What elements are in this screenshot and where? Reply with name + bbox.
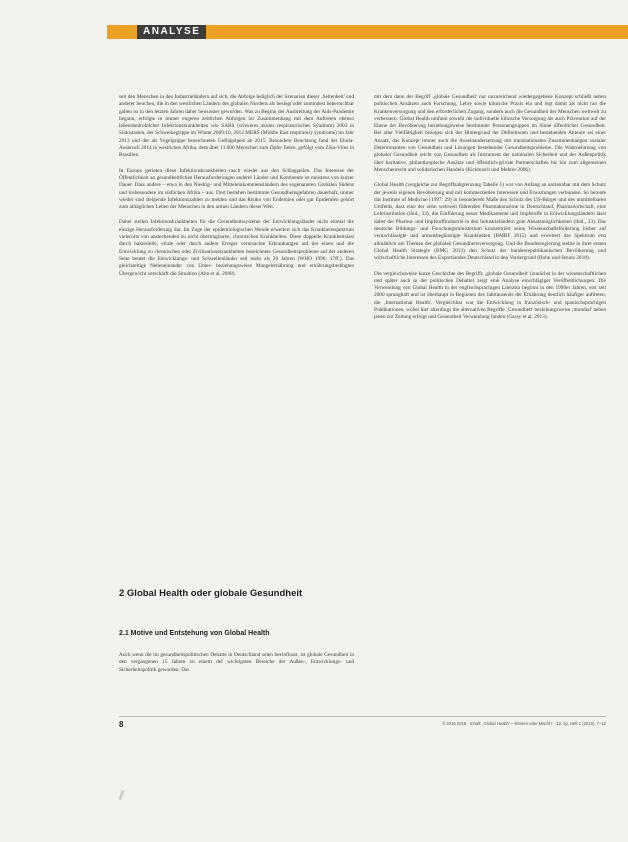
right-column <box>374 94 606 330</box>
footer-citation: © 2016 2016 · Inhalt: ‚Global Health' – Wissen oder Macht? · 13. Jg, Heft 1 (2016), 7–13 <box>442 721 606 726</box>
right-paragraph: mit dem dann der Begriff ‚globale Gesundheit' nur unzureichend wiedergegebene Konzept schließt neben politischen Ansätzen auch Forschung, Lehre sowie klinische Praxis ein und legt damit als nicht nur die Krankenversorgung und den erforderlichen Zugang, sondern auch die Gesundheit der Menschen weltweit zu verbessern. Global Health umfasst sowohl die individuelle klinische Versorgung als auch Prävention auf der Ebene der Bevölkerung beziehungsweise bestimmter Personengruppen im Sinne öffentlicher Gesundheit. Bei aller Vielfältigkeit bezogen sich der Hintergrund der Definitionen und bestehenden Akteure sei einer Ansatz, das Konzept immer auch die Auseinandersetzung mit transnationalen Zusammenhängen sozialer Determinanten von Gesundheit und Lösungen bestehender Gesundheitsprobleme. Die Wahrnehmung von globaler Gesundheit reicht von Gesundheit als Instrument der nationalen Sicherheit und der Außenpolitik über karitative, philanthropische Ansätze und öffentlich-private Partnerschaften bis hin zum allgemeinen Menschenrecht und solidarischen Handeln (Kickbusch und Mehrer 2006). <box>374 94 606 173</box>
section-heading: 2 Global Health oder globale Gesundheit <box>119 588 303 599</box>
subsection-heading: 2.1 Motive und Entstehung von Global Health <box>119 630 270 637</box>
right-paragraph: Die vergleichsweise kurze Geschichte des Begriffs ‚globale Gesundheit' (zunächst in der wissenschaftlichen und später auch in der politischen Debatte) zeigt eine Analyse einschlägiger Veröffentlichungen: Die Verwendung von Global Health in der englischsprachigen Literatur beginnt in den 1990er Jahren, erst seit 2000 sprunghaft und ist überhaupt in Regionen des Jahrtausends der Ernährung deutlich häufiger auftreten, die ‚International Health'. Vergleichbar war die Entwicklung in französisch- und spanischsprachigen Publikationen, wobei hier allerdings die alternativen Begriffe ‚Gesundheit' beziehungsweise ‚mondial' neben jenen zur Zeitung erfolgt und Gesundheit Verwendung fanden (Garay et al. 2013). <box>374 270 606 321</box>
footer-rule <box>119 716 606 717</box>
left-paragraph: Auch wenn die im gesundheitspolitischen Debatte in Deutschland seien beeinflusst, ist globale Gesundheit in den vergangenen 15 Jahren zu einem der wichtigsten Bereiche der Außen-, Entwicklungs- und Sicherheitspolitik geworden. Das <box>119 652 354 673</box>
left-paragraph: In Europa gerieten diese Infektionskrankheiten rasch wieder aus den Schlagzeilen. Das Interesse der Öffentlichkeit an gesundheitlichen Herausforderungen anderer Länder und Kontinente ist meistens von kurzer Dauer. Dass andere – etwa in den Niedrig- und Mitteleinkommensländern des sogenannten Globalen Südens und insbesondere im südlichen Afrika – aus. Dort bestehen bestimmte Gesundheitsgefahren dauerhaft, immer wieder sind steigende Infektionszahlen zu melden und das Risiko von Endemien oder gar Epidemien gehört zum alltäglichen Leben der Menschen in den armen Ländern dieser Welt. <box>119 167 354 211</box>
page-number: 8 <box>119 720 124 729</box>
left-paragraph: seit den Menschen in den Industrieländern auf sich, die Abfolge lediglich der Szenarien dieser ‚Seltenheit' und anderer Seuchen, die in den westlichen Ländern des globalen Nordens als besiegt oder zumindest beherrschbar galten ist in den letzten Jahren daher bewusster geworden. Was zu Beginn der Ausbreitung der Aids-Pandemie begann, erfolgte in immer engeren zeitlichen Abfolgen im Zusammenhang mit dem Auftreten ebenso lebensbedrohlicher Infektionskrankheiten wie SARS (schweres akutes respiratorisches Syndrom) 2003 in Südostasien, der Schweinegrippe im Winter 2009/10, 2012 MERS (Middle East respiratory syndrome) im Jahr 2013 und der als Vogelgrippe bezeichneten Geflügelpest ab 2015. Besondere Beachtung fand der Ebola-Ausbruch 2014 in westlichen Afrika, dem über 11.000 Menschen zum Opfer fielen, gefolgt vom Zika-Virus in Brasilien. <box>119 94 354 159</box>
right-paragraph: Global Health (vergleiche zur Begriffsabgrenzung Tabelle 1) war von Anfang an untrennbar mit dem Schutz der jeweils eigenen Bevölkerung und mit kommerziellen Interessen und Erwartungen verbunden. So betonte das Institute of Medicine (1997: 29) in besonderem Maße den Schutz des US-Bürger und des unmittelbaren Umfelds, dass eine der zehn weltweit führenden Pharmakonzerne in Deutschland, Pharmawirtschaft, eine Lehrinstitution (ibid., 33), die Einführung neuer Medikamente und Impfstoffe in Entwicklungsländern lässt daher der Pharma- und Impfstoffindustrie in den Industrieländern gute Absatzmöglichkeiten (ibid., 33). Das deutsche Bildungs- und Forschungsministerium konzentriert seine Wissenschaftsförderung bisher auf vernachlässigte und armutsbegünstigte Krankheiten (BMBF 2015) und erweitert das Spektrum erst allmählich um Themen der globalen Gesundheitsversorgung. Und die Bundesregierung stellte in ihrer ersten Global Health Strategie (BMG 2013) den Schutz der bundesrepublikanischen Bevölkerung und wirtschaftliche Interessen des Exportlandes Deutschland in den Vordergrund (Bohn und Strunz 2018). <box>374 182 606 262</box>
left-paragraph: Dabei stellen Infektionskrankheiten für die Gesundheitssysteme der Entwicklungsländer nicht einmal die einzige Herausforderung dar. Im Zuge der epidemiologischen Wende erweitert sich das Krankheitsspektrum vielerorts von ansteckenden zu nicht übertragbaren, chronischen Krankheiten. Diese doppelte Krankheitslast durch bakterielle, virale oder durch andere Erreger verursachte Erkrankungen auf der einen und die Entwicklung zu chronischen oder Zivilisationskrankheiten bezeichnete Gesundheitsprobleme auf der anderen Seite beutet die Entwicklungs- und Schwellenländer seit mehr als 20 Jahren (WHO 1996: 17ff.). Das gleichzeitige Nebeneinander von Unter- beziehungsweise Mangelernährung und ernährungsbedingten Übergewicht verschärft die Situation (Ahn et al. 2008). <box>119 219 354 277</box>
section-label: ANALYSE <box>137 25 206 39</box>
scan-mark <box>118 790 124 800</box>
left-column <box>119 94 354 286</box>
left-column-bottom <box>119 652 354 682</box>
